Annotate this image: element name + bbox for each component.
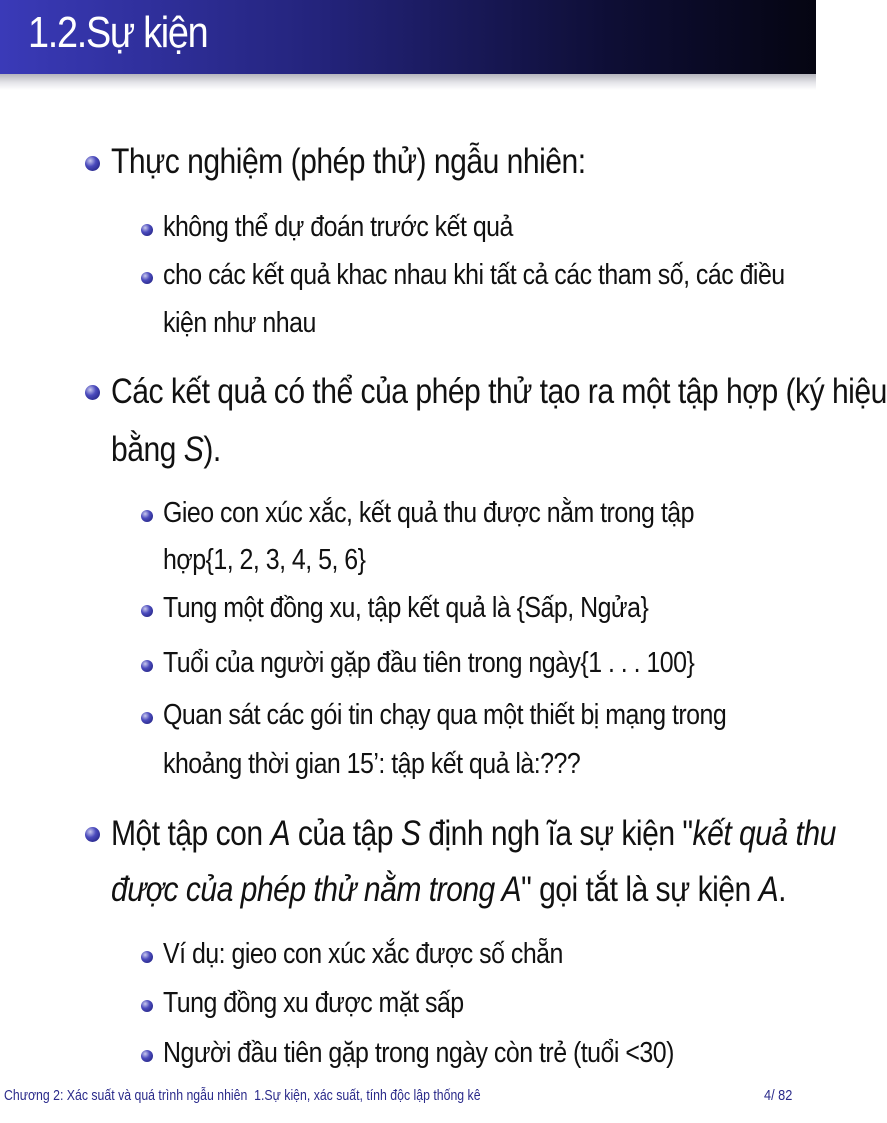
text-segment: Một tập con <box>111 814 271 853</box>
footer-chapter: Chương 2: Xác suất và quá trình ngẫu nhiên <box>4 1087 248 1104</box>
text-segment: " gọi tắt là sự kiện <box>521 870 759 909</box>
footer-text <box>4 1087 481 1104</box>
bullet-3-sub-1: Ví dụ: gieo con xúc xắc được số chẵn <box>163 938 563 970</box>
bullet-icon <box>85 385 100 400</box>
bullet-2-sub-1-line-1: Gieo con xúc xắc, kết quả thu được nằm trong tập <box>163 497 694 529</box>
bullet-1-sub-2-line-1: cho các kết quả khac nhau khi tất cả các tham số, các điều <box>163 259 785 291</box>
sub-bullet-icon <box>141 660 153 672</box>
sub-bullet-icon <box>141 272 153 284</box>
symbol-a: A <box>501 870 522 909</box>
sub-bullet-icon <box>141 1050 153 1062</box>
bullet-2-sub-3: Tuổi của người gặp đầu tiên trong ngày{1 . . . 100} <box>163 647 695 679</box>
bullet-3-line-1 <box>111 814 836 854</box>
symbol-a: A <box>758 870 779 909</box>
text-segment: định ngh ĩa sự kiện " <box>420 814 693 853</box>
bullet-2-sub-4-line-2: khoảng thời gian 15’: tập kết quả là:??? <box>163 748 581 780</box>
italic-segment: kết quả thu <box>692 814 836 853</box>
sub-bullet-icon <box>141 951 153 963</box>
sub-bullet-icon <box>141 510 153 522</box>
sub-bullet-icon <box>141 224 153 236</box>
italic-segment: được của phép thử nằm trong <box>111 870 502 909</box>
bullet-2-text-end: ). <box>203 430 221 469</box>
bullet-3-sub-2: Tung đồng xu được mặt sấp <box>163 987 464 1019</box>
symbol-s: S <box>400 814 421 853</box>
symbol-a: A <box>270 814 291 853</box>
sub-bullet-icon <box>141 1000 153 1012</box>
bullet-3-line-2 <box>111 870 786 910</box>
bullet-1-text: Thực nghiệm (phép thử) ngẫu nhiên: <box>111 142 586 181</box>
bullet-2-sub-2: Tung một đồng xu, tập kết quả là {Sấp, Ngửa} <box>163 592 649 624</box>
bullet-2-sub-4-line-1: Quan sát các gói tin chạy qua một thiết bị mạng trong <box>163 699 727 731</box>
sub-bullet-icon <box>141 605 153 617</box>
text-segment: . <box>778 870 786 909</box>
text-segment: của tập <box>290 814 401 853</box>
page-number: 4/ 82 <box>764 1087 793 1104</box>
symbol-s: S <box>183 430 204 469</box>
sub-bullet-icon <box>141 712 153 724</box>
footer-section: 1.Sự kiện, xác suất, tính độc lập thống kê <box>254 1087 481 1104</box>
slide-title: 1.2.Sự kiện <box>28 8 208 57</box>
bullet-1-sub-1: không thể dự đoán trước kết quả <box>163 211 513 243</box>
bullet-2-line-2 <box>111 430 221 470</box>
bullet-3-sub-3: Người đầu tiên gặp trong ngày còn trẻ (tuổi <30) <box>163 1037 674 1069</box>
bullet-2-text: bằng <box>111 430 184 469</box>
bullet-icon <box>85 156 100 171</box>
bullet-icon <box>85 827 100 842</box>
bullet-2-sub-1-line-2: hợp{1, 2, 3, 4, 5, 6} <box>163 544 366 576</box>
bullet-1-sub-2-line-2: kiện như nhau <box>163 307 316 339</box>
bullet-2-line-1: Các kết quả có thể của phép thử tạo ra một tập hợp (ký hiệu <box>111 372 887 411</box>
